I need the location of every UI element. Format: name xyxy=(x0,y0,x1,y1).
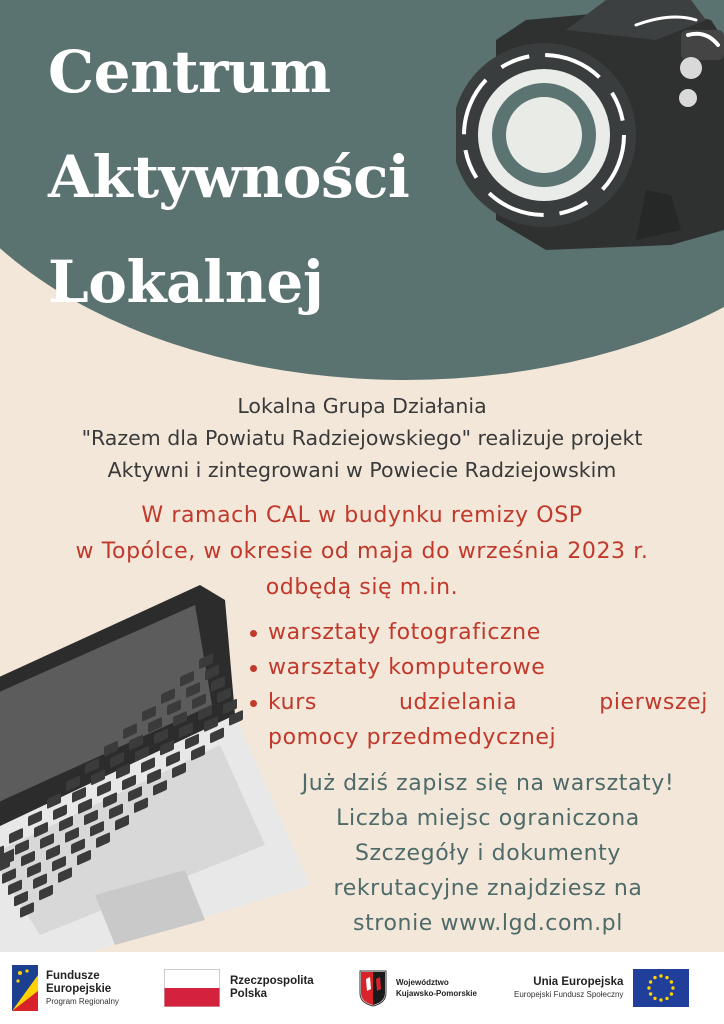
funding-logos-bar xyxy=(0,952,724,1024)
announcement-line-2: w Topólce, w okresie od maja do września 2023 r. xyxy=(75,539,649,564)
cta-line-3: Szczegóły i dokumenty xyxy=(354,841,622,866)
eu-star xyxy=(654,976,657,979)
rp-line-2: Polska xyxy=(230,988,268,1000)
activity-item xyxy=(248,685,708,755)
activity-word: kurs xyxy=(268,690,317,715)
eu-star xyxy=(649,992,652,995)
eu-star xyxy=(660,998,663,1001)
eu-star xyxy=(649,980,652,983)
ue-line-1: Unia Europejska xyxy=(533,976,624,988)
camera-illustration xyxy=(456,0,724,260)
eu-star xyxy=(666,976,669,979)
activity-item: warsztaty fotograficzne xyxy=(248,615,708,650)
rp-line-1: Rzeczpospolita xyxy=(230,975,314,987)
kp-line-2: Kujawsko-Pomorskie xyxy=(396,989,477,998)
cta-line-1: Już dziś zapisz się na warsztaty! xyxy=(301,771,675,796)
cta-line-2: Liczba miejsc ograniczona xyxy=(336,806,640,831)
call-to-action xyxy=(268,766,708,941)
intro-line-2: "Razem dla Powiatu Radziejowskiego" realizuje projekt xyxy=(81,426,643,450)
eu-star xyxy=(660,974,663,977)
poster-title xyxy=(48,20,409,335)
title-line-3: Lokalnej xyxy=(48,248,324,316)
activity-word: pierwszej xyxy=(599,690,708,715)
unia-europejska-logo xyxy=(514,962,689,1014)
cta-line-5: stronie www.lgd.com.pl xyxy=(353,911,623,936)
eu-star xyxy=(666,997,669,1000)
cta-line-4: rekrutacyjne znajdziesz na xyxy=(333,876,643,901)
rzeczpospolita-polska-logo xyxy=(164,962,314,1014)
title-line-2: Aktywności xyxy=(48,143,410,211)
fe-line-1: Fundusze xyxy=(46,969,100,982)
eu-star xyxy=(670,980,673,983)
fundusze-europejskie-icon xyxy=(12,965,38,1011)
activity-word: udzielania xyxy=(398,690,518,715)
eu-star xyxy=(672,986,675,989)
eu-star xyxy=(670,992,673,995)
activities-list xyxy=(248,615,708,755)
announcement-line-1: W ramach CAL w budynku remizy OSP xyxy=(141,503,583,528)
announcement-line-3: odbędą się m.in. xyxy=(265,575,459,600)
activity-item-3-line-2: pomocy przedmedycznej xyxy=(268,725,557,750)
kp-line-1: Województwo xyxy=(396,978,449,987)
fundusze-europejskie-logo xyxy=(12,962,119,1014)
intro-line-3: Aktywni i zintegrowani w Powiecie Radziejowskim xyxy=(107,458,617,482)
eu-flag-icon xyxy=(633,969,689,1007)
fe-sub: Program Regionalny xyxy=(46,996,119,1006)
activity-item: warsztaty komputerowe xyxy=(248,650,708,685)
fe-line-2: Europejskie xyxy=(46,982,112,995)
eu-star xyxy=(654,997,657,1000)
kujawsko-pomorskie-logo xyxy=(358,962,477,1014)
eu-star xyxy=(648,986,651,989)
intro-line-1: Lokalna Grupa Działania xyxy=(237,394,487,418)
activity-item-3-line-1 xyxy=(268,685,708,720)
intro-text xyxy=(0,390,724,486)
ue-sub: Europejski Fundusz Społeczny xyxy=(514,990,624,999)
title-line-1: Centrum xyxy=(48,38,331,106)
kujawsko-pomorskie-crest-icon xyxy=(358,969,388,1007)
polish-flag-icon xyxy=(164,969,220,1007)
